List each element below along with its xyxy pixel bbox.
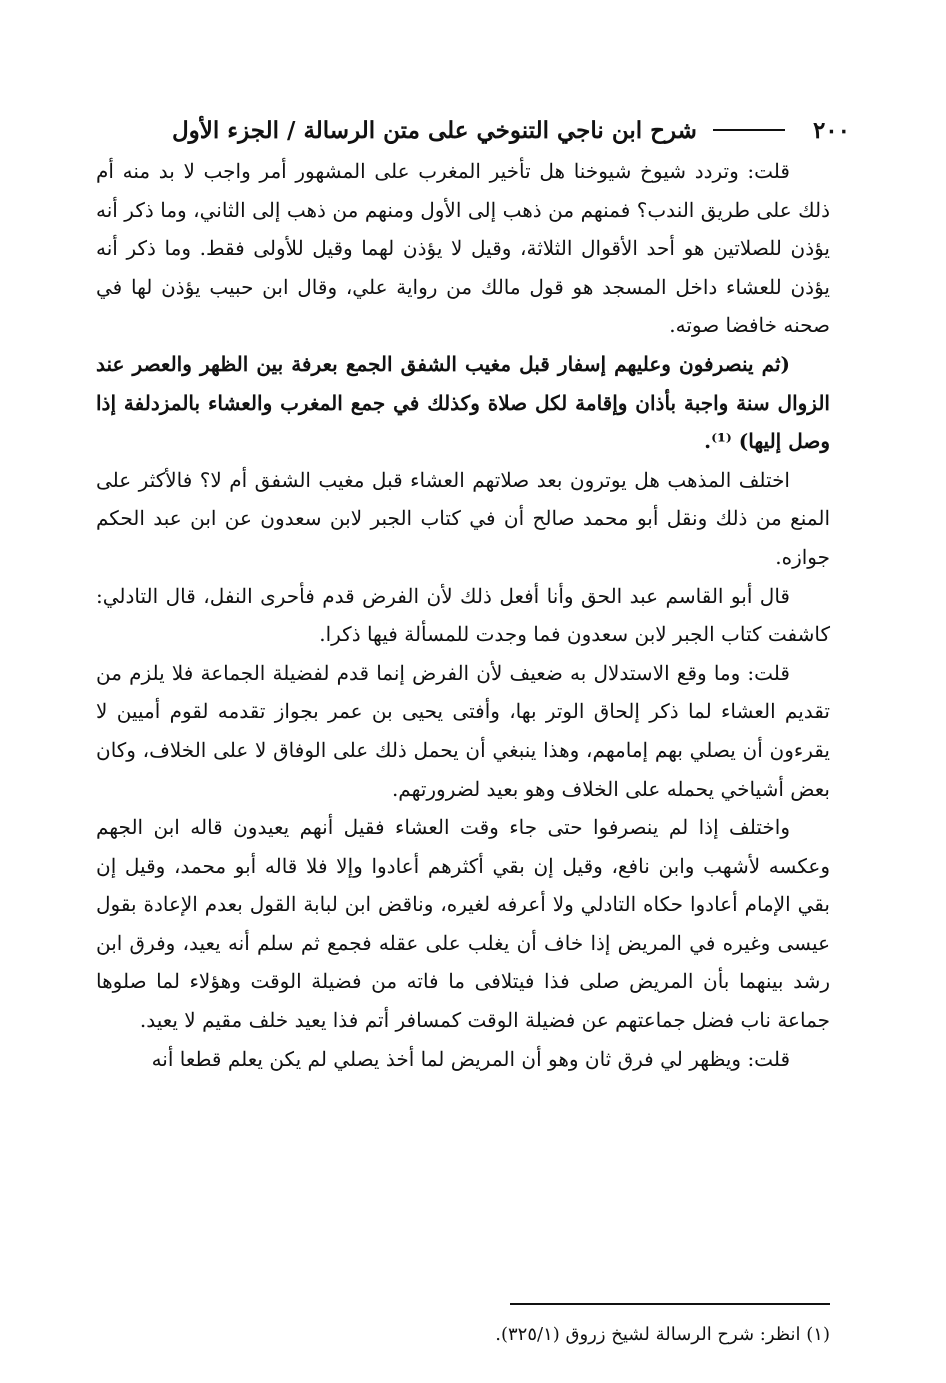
header-rule <box>713 129 785 131</box>
paragraph-3: اختلف المذهب هل يوترون بعد صلاتهم العشاء قبل مغيب الشفق أم لا؟ فالأكثر على المنع من ذلك ونقل أبو محمد صالح أن في كتاب الجبر لابن سعدون عن ابن عبد الحكم جوازه. <box>96 467 830 569</box>
paragraph-1: قلت: وتردد شيوخ شيوخنا هل تأخير المغرب على المشهور أمر واجب لا بد منه أم ذلك على طريق الندب؟ فمنهم من ذهب إلى الأول ومنهم من ذهب إلى الثاني، وما ذكر أنه يؤذن للصلاتين هو أحد الأقوال الثلاثة، وقيل لا يؤذن لهما وقيل للأولى فقط. وما ذكر أنه يؤذن للعشاء داخل المسجد هو قول مالك من رواية علي، وقال ابن حبيب يؤذن لها في صحنه خافضا صوته. <box>96 159 830 338</box>
page-number: ٢٠٠ <box>812 116 850 144</box>
page-body <box>96 152 830 1078</box>
paragraph-4: قال أبو القاسم عبد الحق وأنا أفعل ذلك لأن الفرض قدم فأحرى النفل، قال التادلي: كاشفت كتاب الجبر لابن سعدون فما وجدت للمسألة فيها ذكرا. <box>96 583 830 647</box>
footnote-rule <box>510 1303 830 1305</box>
paragraph-7: قلت: ويظهر لي فرق ثان وهو أن المريض لما أخذ يصلي لم يكن يعلم قطعا أنه <box>151 1046 790 1071</box>
paragraph-5: قلت: وما وقع الاستدلال به ضعيف لأن الفرض إنما قدم لفضيلة الجماعة فلا يلزم من تقديم العشاء لما ذكر إلحاق الوتر بها، وأفتى يحيى بن عمر بجواز تقدمه لقوم أميين لا يقرءون أن يصلي بهم إمامهم، وهذا ينبغي أن يحمل ذلك على الوفاق لا على الخلاف، وكان بعض أشياخي يحمله على الخلاف وهو بعيد لضرورتهم. <box>96 660 830 801</box>
footnote: (١) انظر: شرح الرسالة لشيخ زروق (٣٢٥/١). <box>495 1324 830 1345</box>
paragraph-6: واختلف إذا لم ينصرفوا حتى جاء وقت العشاء فقيل أنهم يعيدون قاله ابن الجهم وعكسه لأشهب وابن نافع، وقيل إن بقي أكثرهم أعادوا وإلا فلا قاله أبو محمد، وقيل إن بقي الإمام أعادوا حكاه التادلي ولا أعرفه لغيره، وناقض ابن لبابة القول بعدم الإعادة بقول عيسى وغيره في المريض إذا خاف أن يغلب على عقله فجمع ثم سلم أنه يعيد، وفرق ابن رشد بينهما بأن المريض صلى فذا فيتلافى ما فاته من فضيلة الوقت وهؤلاء لما صلوها جماعة ناب فضل جماعتهم عن فضيلة الوقت كمسافر أتم فذا يعيد خلف مقيم لا يعيد. <box>96 815 830 1033</box>
running-title: شرح ابن ناجي التنوخي على متن الرسالة / الجزء الأول <box>171 116 697 144</box>
matn-paragraph: (ثم ينصرفون وعليهم إسفار قبل مغيب الشفق الجمع بعرفة بين الظهر والعصر عند الزوال سنة واجبة بأذان وإقامة لكل صلاة وكذلك في جمع المغرب والعشاء بالمزدلفة إذا وصل إليها) ⁽¹⁾. <box>96 351 830 454</box>
page-header <box>100 108 850 152</box>
